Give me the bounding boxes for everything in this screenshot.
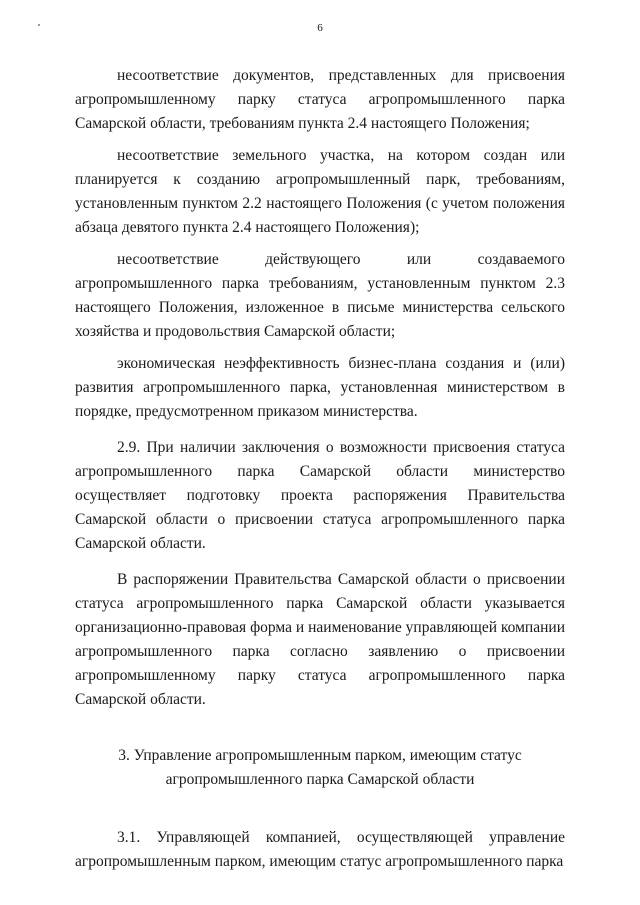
paragraph-order-contents: В распоряжении Правительства Самарской области о присвоении статуса агропромышленного парка Самарской области указывается организационно-правовая форма и наименование управляющей компании агропромышленного парка согласно заявлению о присвоении агропромышленному парку статуса агропромышленного парка Самарской области.: [75, 571, 565, 708]
document-body: [75, 64, 565, 882]
paragraph-documents-mismatch: несоответствие документов, представленных для присвоения агропромышленному парку статуса агропромышленного парка Самарской области, требованиям пункта 2.4 настоящего Положения;: [75, 67, 565, 132]
section-heading-3: [75, 744, 565, 792]
paragraph-land-mismatch: несоответствие земельного участка, на котором создан или планируется к созданию агропромышленный парк, требованиям, установленным пунктом 2.2 настоящего Положения (с учетом положения абзаца девятого пункта 2.4 настоящего Положения);: [75, 147, 565, 236]
paragraph-economic-inefficiency: экономическая неэффективность бизнес-плана создания и (или) развития агропромышленного парка, установленная министерством в порядке, предусмотренном приказом министерства.: [75, 355, 565, 420]
page-number: 6: [317, 22, 323, 34]
section-heading-line-1: 3. Управление агропромышленным парком, имеющим статус: [118, 747, 522, 764]
paragraph-2-9: 2.9. При наличии заключения о возможности присвоения статуса агропромышленного парка Самарской области министерство осуществляет подготовку проекта распоряжения Правительства Самарской области о присвоении статуса агропромышленного парка Самарской области.: [75, 439, 565, 552]
paragraph-park-mismatch: несоответствие действующего или создаваемого агропромышленного парка требованиям, установленным пунктом 2.3 настоящего Положения, изложенное в письме министерства сельского хозяйства и продовольствия Самарской области;: [75, 251, 565, 340]
paragraph-3-1: 3.1. Управляющей компанией, осуществляющей управление агропромышленным парком, имеющим статус агропромышленного парка: [75, 829, 565, 870]
section-heading-line-2: агропромышленного парка Самарской области: [165, 771, 475, 788]
